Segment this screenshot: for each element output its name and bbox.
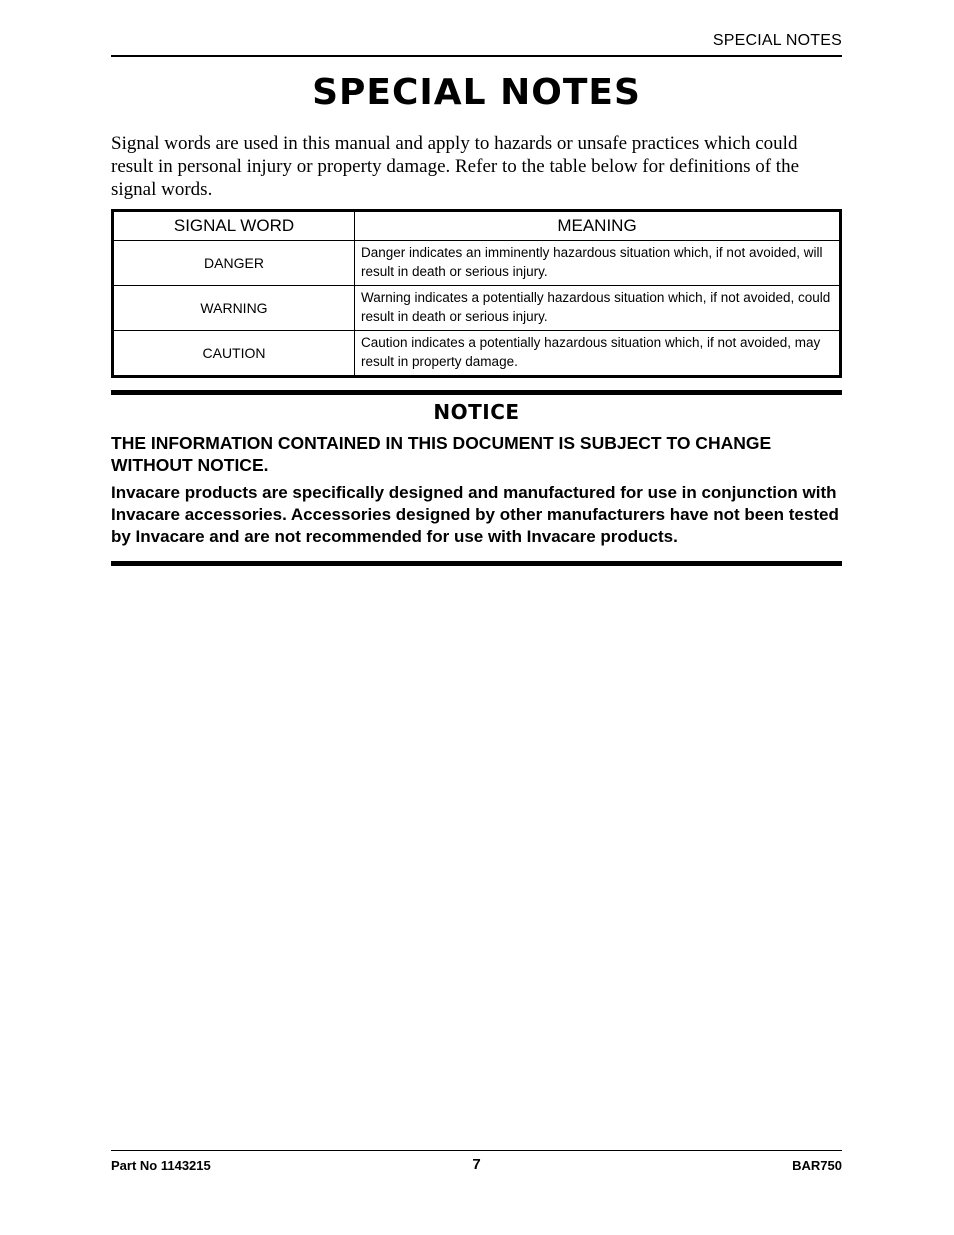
- table-row-warning: [113, 286, 841, 331]
- signal-word-cell: CAUTION: [113, 331, 355, 377]
- notice-caps-text: THE INFORMATION CONTAINED IN THIS DOCUMENT IS SUBJECT TO CHANGE WITHOUT NOTICE.: [111, 433, 772, 475]
- footer-part-number: Part No 1143215: [111, 1158, 211, 1173]
- signal-word-table: [111, 209, 842, 378]
- notice-top-rule: [111, 390, 842, 395]
- notice-heading: NOTICE: [433, 400, 520, 424]
- footer-rule: [111, 1150, 842, 1151]
- notice-body-text: Invacare products are specifically designed and manufactured for use in conjunction with Invacare accessories. Accessories designed by other manufacturers have not been tested by Invacare and are not recommended for use with Invacare products.: [111, 483, 839, 546]
- meaning-cell: Warning indicates a potentially hazardous situation which, if not avoided, could result in death or serious injury.: [355, 286, 841, 331]
- table-row-danger: [113, 241, 841, 286]
- intro-paragraph: Signal words are used in this manual and apply to hazards or unsafe practices which could result in personal injury or property damage. Refer to the table below for definitions of the signal words.: [111, 133, 800, 200]
- notice-bottom-rule: [111, 561, 842, 566]
- table-row-caution: [113, 331, 841, 377]
- signal-word-cell: WARNING: [113, 286, 355, 331]
- column-header-signal-word: SIGNAL WORD: [113, 211, 355, 241]
- column-header-meaning: MEANING: [355, 211, 841, 241]
- meaning-cell: Danger indicates an imminently hazardous situation which, if not avoided, will result in death or serious injury.: [355, 241, 841, 286]
- footer-page-number: 7: [472, 1156, 481, 1173]
- footer-model: BAR750: [792, 1158, 842, 1173]
- page-title: SPECIAL NOTES: [312, 72, 641, 113]
- header-rule: [111, 55, 842, 57]
- signal-word-cell: DANGER: [113, 241, 355, 286]
- table-header-row: [113, 211, 841, 241]
- meaning-cell: Caution indicates a potentially hazardous situation which, if not avoided, may result in property damage.: [355, 331, 841, 377]
- page-footer: [111, 1156, 842, 1176]
- running-header: SPECIAL NOTES: [712, 32, 842, 49]
